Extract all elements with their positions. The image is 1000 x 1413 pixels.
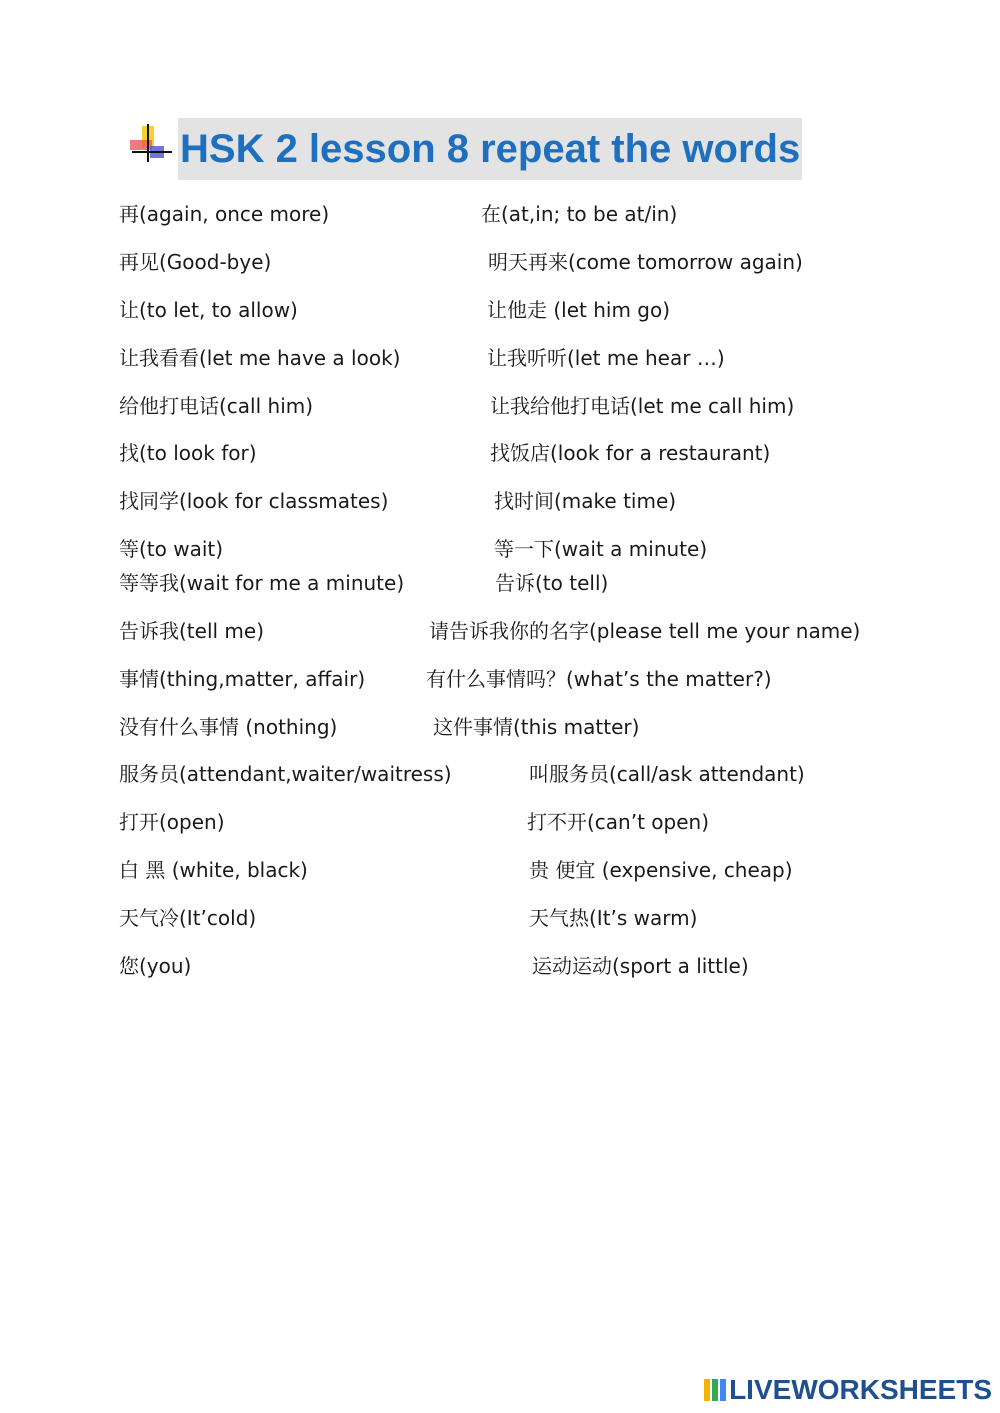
vocab-left: 没有什么事情 (nothing) — [119, 715, 338, 739]
vocab-row — [0, 438, 1000, 468]
vocab-right: 找饭店(look for a restaurant) — [490, 441, 771, 465]
brand-name: LIVEWORKSHEETS — [729, 1374, 992, 1405]
vocab-left: 白 黑 (white, black) — [119, 858, 308, 882]
vocab-right: 让我听听(let me hear …) — [487, 346, 725, 370]
vocab-left: 事情(thing,matter, affair) — [119, 667, 366, 691]
vocab-right: 运动运动(sport a little) — [532, 954, 749, 978]
presentation-bullet-icon — [128, 122, 176, 170]
vocab-left: 服务员(attendant,waiter/waitress) — [119, 762, 452, 786]
vocab-left: 再(again, once more) — [119, 202, 330, 226]
liveworksheets-logo[interactable] — [703, 1373, 992, 1407]
vocab-right: 有什么事情吗？(what’s the matter?) — [426, 667, 772, 691]
vocab-right: 让他走 (let him go) — [487, 298, 671, 322]
vocab-row — [0, 343, 1000, 373]
vocab-right: 在(at,in; to be at/in) — [481, 202, 678, 226]
vocab-right: 打不开(can’t open) — [527, 810, 710, 834]
vocab-right: 这件事情(this matter) — [433, 715, 640, 739]
vocab-row — [0, 616, 1000, 646]
vocab-left: 等(to wait) — [119, 537, 224, 561]
vocab-row — [0, 295, 1000, 325]
vocab-right: 让我给他打电话(let me call him) — [490, 394, 795, 418]
vocab-row — [0, 199, 1000, 229]
vocab-row — [0, 951, 1000, 981]
vocab-row — [0, 247, 1000, 277]
vocab-right: 叫服务员(call/ask attendant) — [529, 762, 805, 786]
vocab-right: 请告诉我你的名字(please tell me your name) — [429, 619, 861, 643]
vocab-row — [0, 664, 1000, 694]
vocab-row — [0, 568, 1000, 598]
vocab-left: 让(to let, to allow) — [119, 298, 298, 322]
liveworksheets-logo-icon — [703, 1378, 727, 1402]
vocab-left: 告诉我(tell me) — [119, 619, 265, 643]
vocab-row — [0, 903, 1000, 933]
vocab-row — [0, 759, 1000, 789]
vocab-right: 明天再来(come tomorrow again) — [488, 250, 803, 274]
vocab-right: 告诉(to tell) — [495, 571, 609, 595]
vocab-right: 等一下(wait a minute) — [494, 537, 708, 561]
vocab-row — [0, 855, 1000, 885]
vocab-right: 天气热(It’s warm) — [529, 906, 698, 930]
vocab-right: 贵 便宜 (expensive, cheap) — [529, 858, 793, 882]
vocab-row — [0, 534, 1000, 564]
vocab-row — [0, 712, 1000, 742]
vocab-left: 让我看看(let me have a look) — [119, 346, 401, 370]
vocab-left: 找同学(look for classmates) — [119, 489, 389, 513]
vocab-row — [0, 486, 1000, 516]
vocab-left: 找(to look for) — [119, 441, 257, 465]
vocab-row — [0, 807, 1000, 837]
vocab-left: 给他打电话(call him) — [119, 394, 314, 418]
vocab-left: 您(you) — [119, 954, 192, 978]
vocab-left: 天气冷(It’cold) — [119, 906, 257, 930]
vocab-right: 找时间(make time) — [494, 489, 677, 513]
vocab-left: 打开(open) — [119, 810, 225, 834]
page-title: HSK 2 lesson 8 repeat the words — [178, 118, 802, 180]
vocab-left: 等等我(wait for me a minute) — [119, 571, 405, 595]
vocab-row — [0, 391, 1000, 421]
vocab-left: 再见(Good-bye) — [119, 250, 272, 274]
